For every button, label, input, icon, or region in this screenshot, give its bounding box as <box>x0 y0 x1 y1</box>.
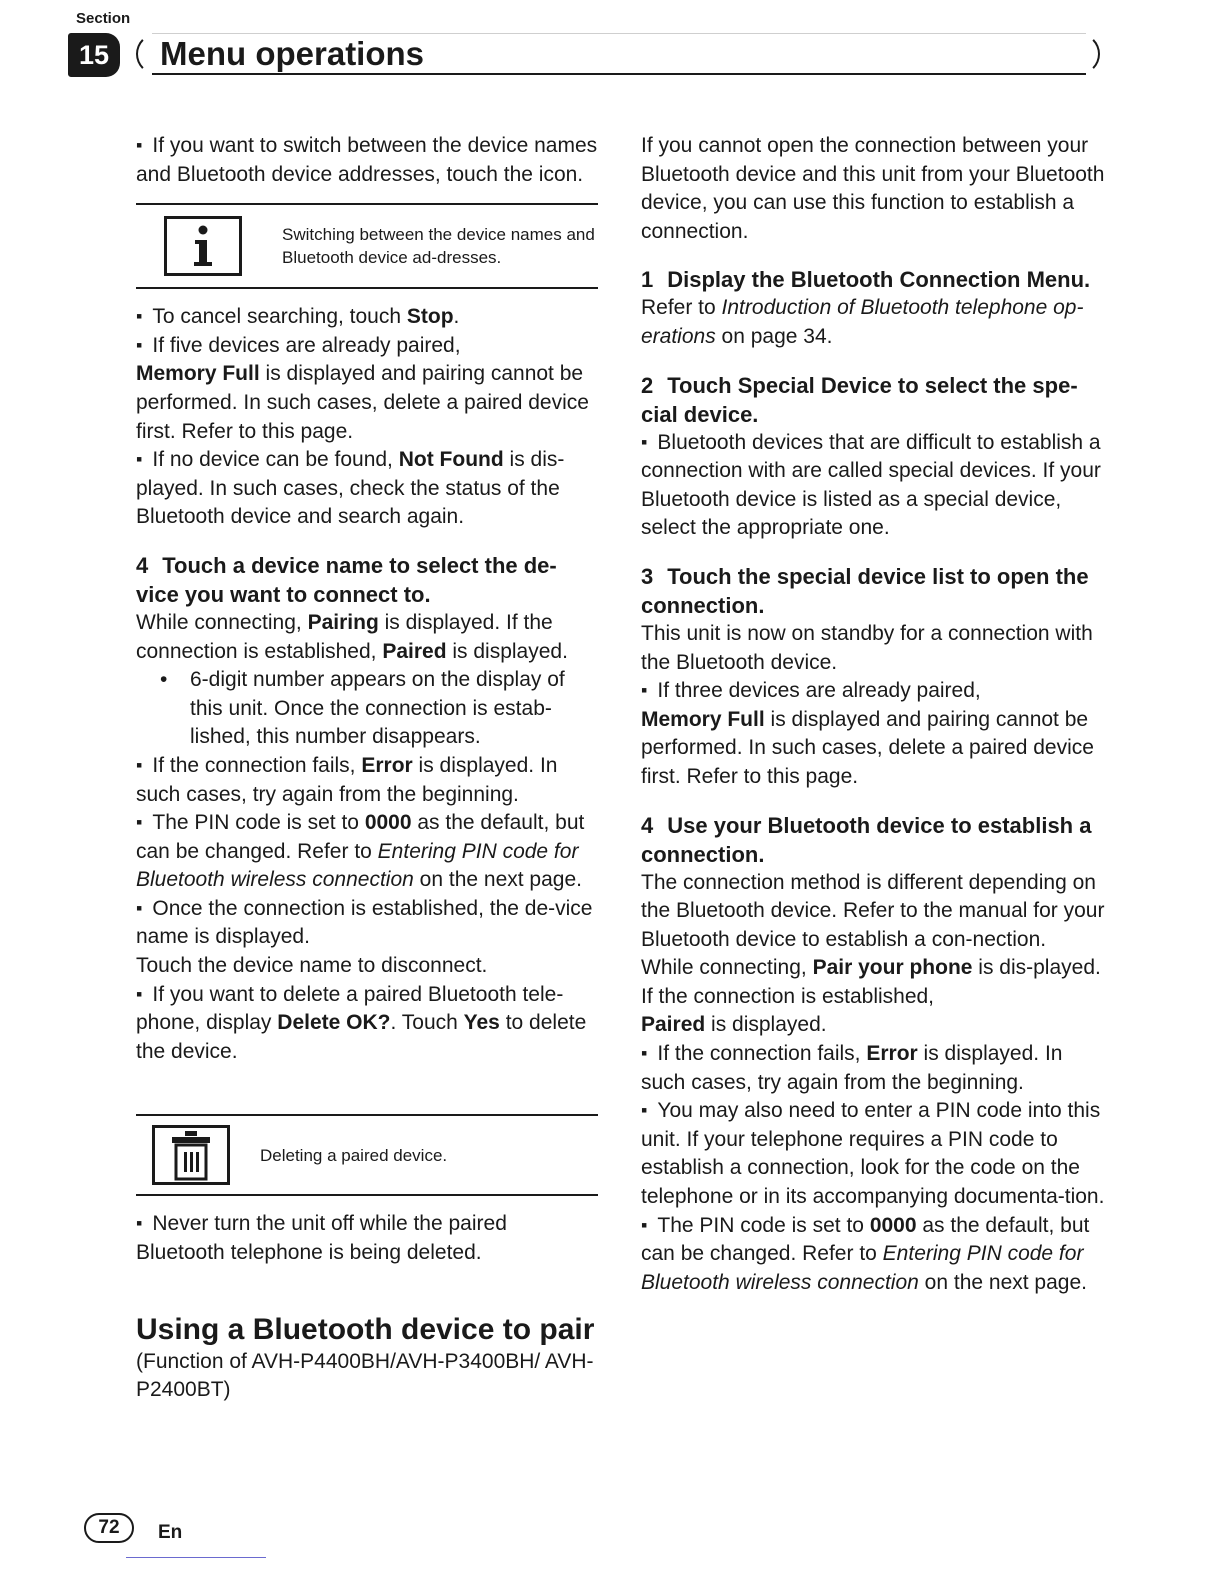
paragraph-memory-full: Memory Full is displayed and pairing cannot be performed. In such cases, delete a paired device first. Refer to this page. <box>136 362 589 443</box>
trash-box-text: Deleting a paired device. <box>260 1145 448 1165</box>
paragraph-three-devices: ▪ If three devices are already paired, <box>641 677 1111 706</box>
step-4-heading-right: 4 Use your Bluetooth device to establish a connection. <box>641 812 1092 867</box>
right-column <box>641 132 1111 1297</box>
info-box-text: Switching between the device names and Bluetooth device ad-dresses. <box>282 225 595 268</box>
step-1-heading: 1 Display the Bluetooth Connection Menu. <box>641 267 1091 293</box>
paragraph-while-connecting: While connecting, Pairing is displayed. If the connection is established, Paired is displayed. <box>136 610 568 663</box>
paragraph-intro: If you cannot open the connection between your Bluetooth device and this unit from your Bluetooth device, you can use this function to establish a connection. <box>641 134 1105 243</box>
language-label: En <box>158 1522 183 1543</box>
paragraph-memory-full-right: Memory Full is displayed and pairing cannot be performed. In such cases, delete a paired device first. Refer to this page. <box>641 707 1094 788</box>
paragraph-enter-pin: ▪ You may also need to enter a PIN code into this unit. If your telephone requires a PIN code to establish a connection, look for the code on the telephone or in its accompanying documenta-tion. <box>641 1097 1111 1211</box>
page-title: Menu operations <box>160 35 425 72</box>
paragraph-connection-fails-right: ▪ If the connection fails, Error is displayed. In such cases, try again from the beginning. <box>641 1040 1111 1097</box>
paragraph-refer-intro: Refer to Introduction of Bluetooth telephone op-erations on page 34. <box>641 296 1084 348</box>
paragraph-pair-your-phone: While connecting, Pair your phone is dis-played. If the connection is established, Paired is displayed. <box>641 956 1101 1037</box>
step-2-heading: 2 Touch Special Device to select the spe-cial device. <box>641 372 1078 427</box>
footer-line <box>126 1557 266 1558</box>
step-4-heading: 4 Touch a device name to select the de-vice you want to connect to. <box>136 552 557 607</box>
paragraph-switch-names: ▪ If you want to switch between the device names and Bluetooth device addresses, touch the icon. <box>136 132 598 189</box>
paragraph-standby: This unit is now on standby for a connection with the Bluetooth device. <box>641 621 1093 674</box>
left-column <box>136 132 598 1405</box>
paragraph-not-found: ▪ If no device can be found, Not Found is dis-played. In such cases, check the status of the Bluetooth device and search again. <box>136 446 598 532</box>
trash-box <box>136 1114 598 1196</box>
paragraph-pin-code: ▪ The PIN code is set to 0000 as the default, but can be changed. Refer to Entering PIN code for Bluetooth wireless connection on the next page. <box>136 809 598 895</box>
trash-icon <box>152 1125 230 1185</box>
info-icon <box>164 216 242 276</box>
paragraph-6-digit: • 6-digit number appears on the display of this unit. Once the connection is estab-lished, this number disappears. <box>136 666 598 752</box>
info-box <box>136 203 598 289</box>
heading-using-bluetooth: Using a Bluetooth device to pair <box>136 1312 595 1346</box>
page-number: 72 <box>84 1513 134 1543</box>
paragraph-once-established: ▪ Once the connection is established, the de-vice name is displayed. <box>136 895 598 952</box>
paragraph-five-devices: ▪ If five devices are already paired, <box>136 332 598 361</box>
step-3-heading: 3 Touch the special device list to open the connection. <box>641 563 1089 618</box>
section-number-badge: 15 <box>68 33 120 77</box>
paragraph-function-of: (Function of AVH-P4400BH/AVH-P3400BH/ AVH-P2400BT) <box>136 1349 594 1402</box>
paragraph-pin-code-right: ▪ The PIN code is set to 0000 as the default, but can be changed. Refer to Entering PIN code for Bluetooth wireless connection on the next page. <box>641 1212 1111 1298</box>
paragraph-connection-fails: ▪ If the connection fails, Error is displayed. In such cases, try again from the beginning. <box>136 752 598 809</box>
paragraph-never-turn-off: ▪ Never turn the unit off while the paired Bluetooth telephone is being deleted. <box>136 1210 598 1267</box>
paragraph-cancel: ▪ To cancel searching, touch Stop. <box>136 303 598 332</box>
paragraph-connection-method: The connection method is different depending on the Bluetooth device. Refer to the manual for your Bluetooth device to establish a con-nection. <box>641 870 1105 951</box>
section-label: Section <box>76 10 131 27</box>
paragraph-delete-paired: ▪ If you want to delete a paired Bluetooth tele-phone, display Delete OK?. Touch Yes to delete the device. <box>136 981 598 1067</box>
paragraph-touch-disconnect: Touch the device name to disconnect. <box>136 954 488 978</box>
paragraph-special-devices: ▪ Bluetooth devices that are difficult to establish a connection with are called special devices. If your Bluetooth device is listed as a special device, select the appropriate one. <box>641 429 1111 543</box>
